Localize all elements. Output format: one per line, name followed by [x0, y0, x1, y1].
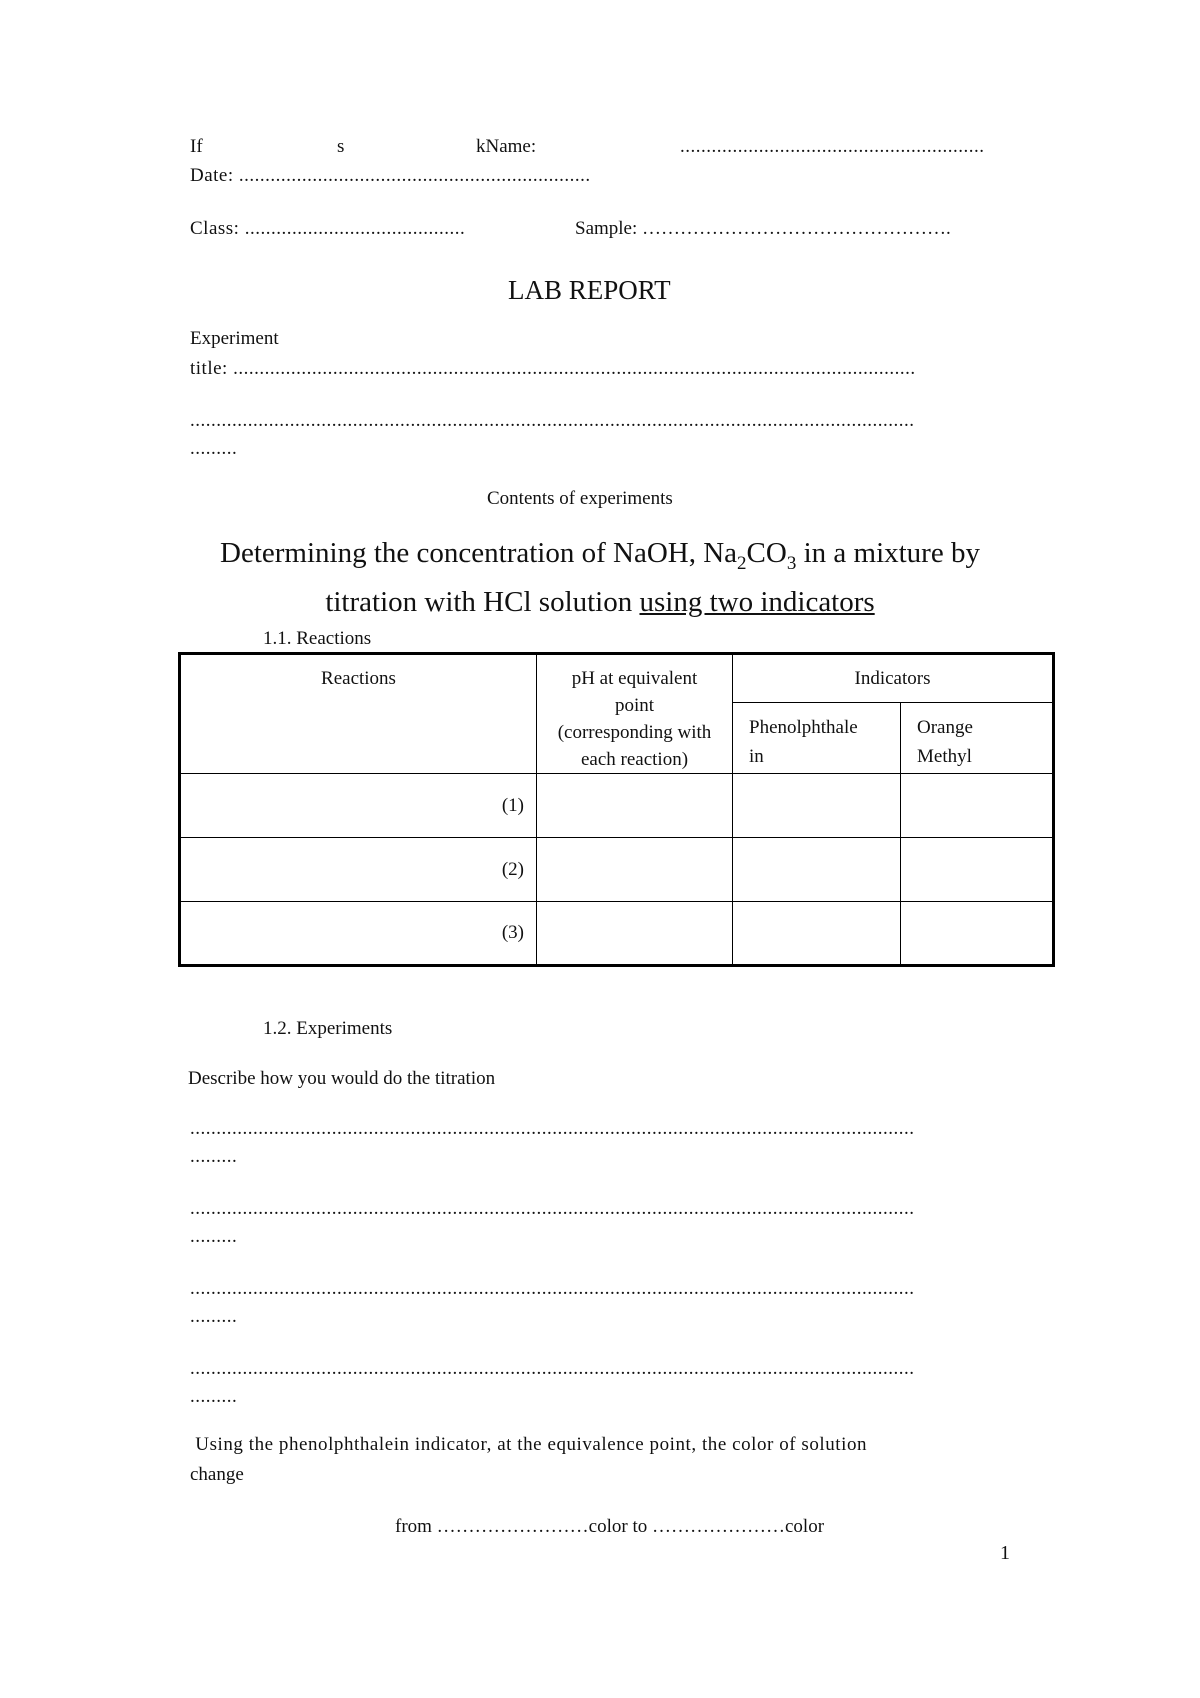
header-indicators-text: Indicators [854, 668, 931, 689]
reaction-number-2: (2) [501, 858, 524, 880]
header-ph-line-3: (corresponding with [557, 722, 712, 743]
describe-prompt: Describe how you would do the titration [188, 1068, 496, 1089]
subscript-2: 2 [737, 552, 747, 574]
answer-line-4[interactable]: .......................................................................................................................................... [190, 1358, 915, 1379]
experiment-title-line-3: ......... [190, 438, 238, 459]
phenol-cell-1[interactable] [733, 774, 901, 838]
header-phenol-line-2: in [749, 746, 764, 768]
header-fragment-s: s [337, 136, 345, 157]
experiment-title-line-2[interactable]: .......................................................................................................................................... [190, 410, 915, 431]
phenol-cell-3[interactable] [733, 902, 901, 966]
report-title: LAB REPORT [508, 275, 671, 305]
reaction-number-3: (3) [501, 922, 524, 943]
reaction-number-1: (1) [501, 794, 524, 816]
answer-line-2-tail: ......... [190, 1226, 238, 1247]
name-label: kName: [476, 136, 537, 157]
title-underlined: using two indicators [639, 585, 875, 618]
header-ph [537, 654, 733, 774]
answer-line-4-tail: ......... [190, 1386, 238, 1407]
experiment-label: Experiment [190, 328, 279, 349]
title-part-2: titration with HCl solution [325, 585, 640, 618]
header-orange-methyl [901, 703, 1054, 774]
phenol-question-line-1: Using the phenolphthalein indicator, at the equivalence point, the color of solution [190, 1434, 868, 1455]
header-phenol-line-1: Phenolphthale [749, 717, 858, 739]
header-ph-line-4: each reaction) [580, 749, 689, 770]
reaction-cell-2[interactable] [180, 838, 537, 902]
header-orange-line-2: Methyl [917, 746, 972, 768]
class-field[interactable]: Class: .......................................... [190, 218, 466, 239]
subscript-3: 3 [786, 552, 797, 574]
header-reactions-text: Reactions [321, 668, 396, 689]
answer-line-3-tail: ......... [190, 1306, 238, 1327]
section-1-1-label: 1.1. Reactions [263, 628, 372, 649]
title-co: CO [746, 537, 787, 569]
sample-field[interactable]: Sample: …………………………………………. [575, 218, 951, 239]
section-1-2-label: 1.2. Experiments [263, 1018, 393, 1039]
page-number: 1 [1000, 1542, 1010, 1564]
orange-cell-2[interactable] [901, 838, 1054, 902]
date-field[interactable]: Date: ................................................................... [190, 165, 591, 186]
experiment-title-field[interactable]: title: .................................................................................................................................. [190, 358, 916, 379]
title-part-1-end: in a mixture by [796, 537, 980, 569]
answer-line-3[interactable]: .......................................................................................................................................... [190, 1278, 915, 1299]
orange-cell-3[interactable] [901, 902, 1054, 966]
header-phenolphthalein [733, 703, 901, 774]
reaction-cell-1[interactable] [180, 774, 537, 838]
reactions-table [178, 652, 1055, 967]
title-part-1: Determining the concentration of NaOH, Na [220, 537, 738, 569]
answer-line-2[interactable]: .......................................................................................................................................... [190, 1198, 915, 1219]
answer-line-1-tail: ......... [190, 1146, 238, 1167]
name-field[interactable]: .......................................................... [680, 136, 985, 157]
header-reactions [180, 654, 537, 774]
ph-cell-1[interactable] [537, 774, 733, 838]
ph-cell-2[interactable] [537, 838, 733, 902]
orange-cell-1[interactable] [901, 774, 1054, 838]
header-indicators [733, 654, 1054, 703]
answer-line-1[interactable]: .......................................................................................................................................... [190, 1118, 915, 1139]
header-orange-line-1: Orange [917, 717, 973, 739]
contents-heading: Contents of experiments [487, 488, 673, 509]
reaction-cell-3[interactable] [180, 902, 537, 966]
phenol-question-line-2: change [190, 1464, 244, 1485]
color-change-line[interactable]: from ……………………color to …………………color [395, 1516, 825, 1537]
header-ph-line-2: point [614, 695, 655, 716]
header-fragment-if: If [190, 136, 203, 157]
ph-cell-3[interactable] [537, 902, 733, 966]
experiment-main-title [0, 534, 1200, 621]
phenol-cell-2[interactable] [733, 838, 901, 902]
header-ph-line-1: pH at equivalent [571, 668, 698, 689]
